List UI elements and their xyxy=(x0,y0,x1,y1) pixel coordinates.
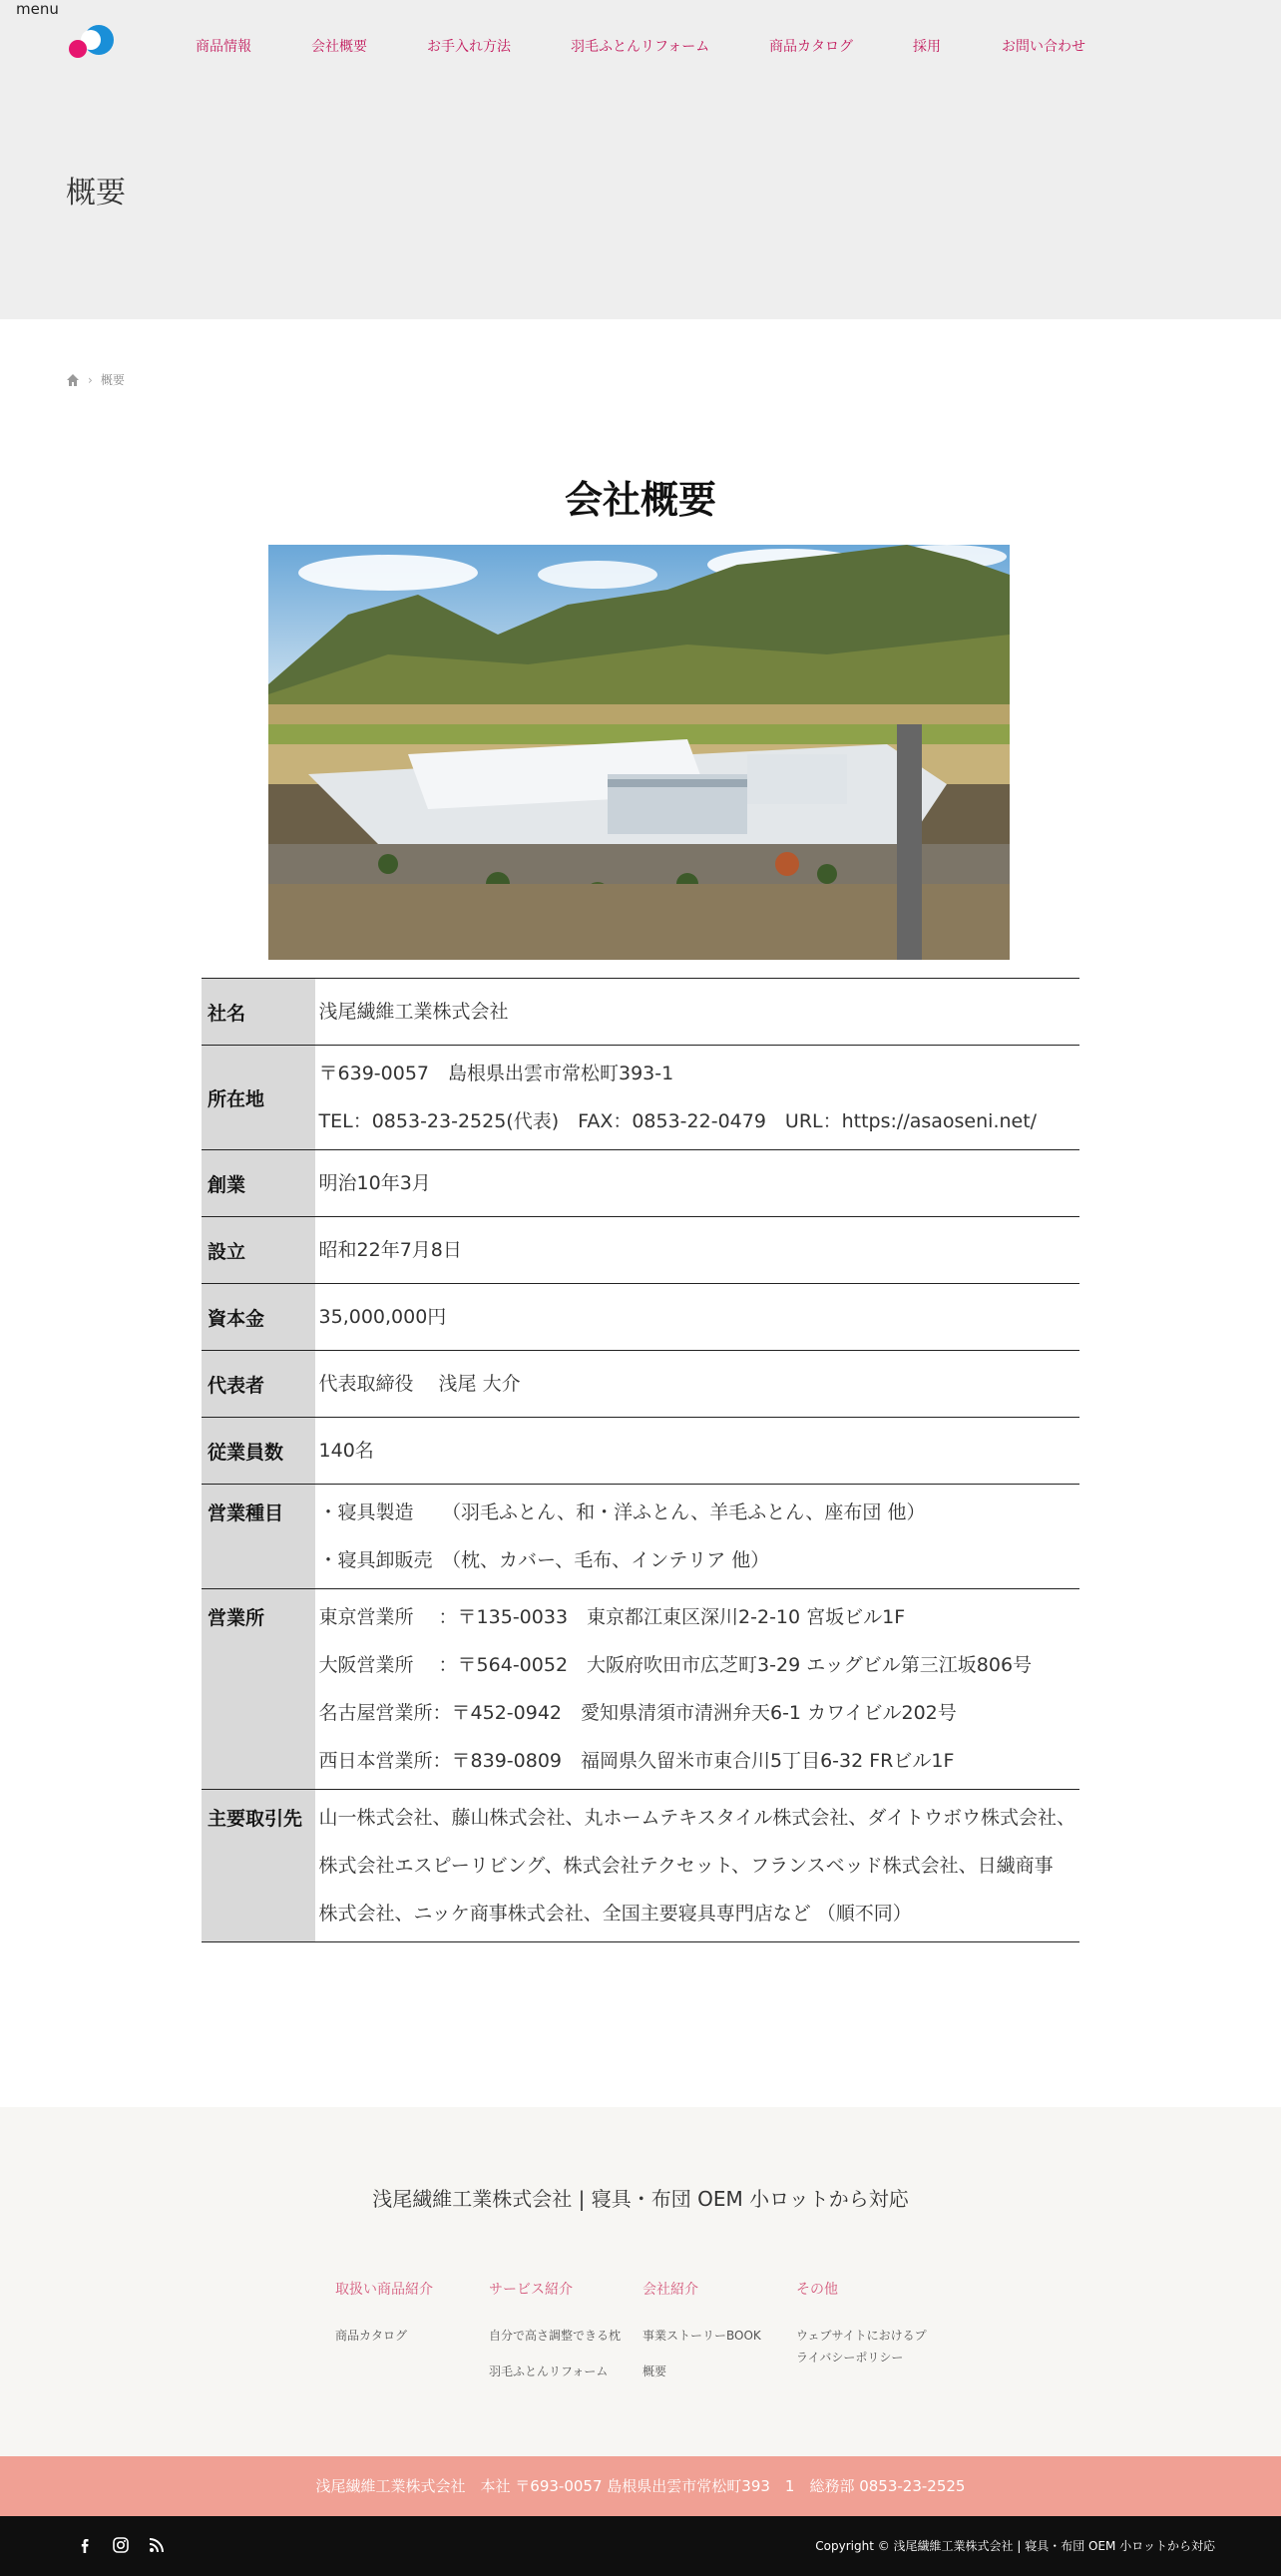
table-row xyxy=(202,1217,1079,1284)
row-label-clients: 主要取引先 xyxy=(202,1790,315,1942)
social-links xyxy=(76,2536,166,2554)
footer-link-overview[interactable]: 概要 xyxy=(642,2364,667,2378)
table-row xyxy=(202,979,1079,1046)
breadcrumb xyxy=(66,371,125,388)
footer-link-reform[interactable]: 羽毛ふとんリフォーム xyxy=(489,2364,609,2378)
table-row xyxy=(202,1589,1079,1790)
table-row xyxy=(202,1790,1079,1942)
row-value-offices: 東京営業所 ：〒135-0033 東京都江東区深川2-2-10 宮坂ビル1F 大阪営業所 ：〒564-0052 大阪府吹田市広芝町3-29 エッグビル第三江坂806号 名古屋営業所：〒452-0942 愛知県清須市清洲弁天6-1 カワイビル202号 西日本営業所：〒839-0809 福岡県久留米市東合川5丁目6-32 FRビル1F xyxy=(315,1589,1079,1790)
table-row xyxy=(202,1485,1079,1589)
nav-item-care[interactable]: お手入れ方法 xyxy=(427,39,511,55)
row-label-employees: 従業員数 xyxy=(202,1418,315,1485)
footer-column-services xyxy=(489,2279,629,2396)
table-row xyxy=(202,1284,1079,1351)
row-value-representative: 代表取締役 浅尾 大介 xyxy=(315,1351,1079,1418)
factory-photo xyxy=(268,545,1010,960)
footer-heading: 会社紹介 xyxy=(642,2282,698,2298)
footer-heading: その他 xyxy=(796,2282,838,2298)
footer-column-products xyxy=(335,2279,475,2361)
row-label-capital: 資本金 xyxy=(202,1284,315,1351)
breadcrumb-current: 概要 xyxy=(100,373,125,387)
row-label-offices: 営業所 xyxy=(202,1589,315,1790)
page-title: 概要 xyxy=(66,176,126,211)
copyright-text: Copyright © 浅尾繊維工業株式会社 | 寝具・布団 OEM 小ロットから対応 xyxy=(815,2539,1215,2553)
row-label-business: 営業種目 xyxy=(202,1485,315,1589)
row-label-representative: 代表者 xyxy=(202,1351,315,1418)
footer-title: 浅尾繊維工業株式会社 | 寝具・布団 OEM 小ロットから対応 xyxy=(372,2187,909,2211)
main-nav xyxy=(0,36,1281,56)
footer-link-pillow[interactable]: 自分で高さ調整できる枕 xyxy=(489,2329,622,2343)
footer-link-catalog[interactable]: 商品カタログ xyxy=(335,2329,408,2343)
instagram-icon[interactable] xyxy=(112,2536,130,2554)
table-row xyxy=(202,1351,1079,1418)
row-value-address: 〒639-0057 島根県出雲市常松町393-1 TEL：0853-23-2525(代表) FAX：0853-22-0479 URL：https://asaoseni.net/ xyxy=(315,1046,1079,1150)
row-value-company-name: 浅尾繊維工業株式会社 xyxy=(315,979,1079,1046)
row-value-employees: 140名 xyxy=(315,1418,1079,1485)
company-address: 浅尾繊維工業株式会社 本社 〒693-0057 島根県出雲市常松町393 1 総務部 0853-23-2525 xyxy=(315,2477,966,2495)
menu-button[interactable]: menu xyxy=(16,0,59,18)
row-value-founded: 明治10年3月 xyxy=(315,1150,1079,1217)
table-row xyxy=(202,1046,1079,1150)
footer-link-story-book[interactable]: 事業ストーリーBOOK xyxy=(642,2329,761,2343)
table-row xyxy=(202,1150,1079,1217)
row-label-established: 設立 xyxy=(202,1217,315,1284)
nav-item-reform[interactable]: 羽毛ふとんリフォーム xyxy=(571,39,710,55)
row-label-founded: 創業 xyxy=(202,1150,315,1217)
footer-heading: サービス紹介 xyxy=(489,2282,573,2298)
page-header-band xyxy=(0,80,1281,319)
row-value-established: 昭和22年7月8日 xyxy=(315,1217,1079,1284)
table-row xyxy=(202,1418,1079,1485)
nav-item-recruit[interactable]: 採用 xyxy=(913,39,941,55)
address-bar xyxy=(0,2456,1281,2516)
footer-column-company xyxy=(642,2279,782,2396)
home-icon[interactable] xyxy=(66,373,80,387)
nav-item-company[interactable]: 会社概要 xyxy=(311,39,367,55)
rss-icon[interactable] xyxy=(148,2536,166,2554)
footer-column-other xyxy=(796,2279,936,2382)
row-label-company-name: 社名 xyxy=(202,979,315,1046)
row-value-clients: 山一株式会社、藤山株式会社、丸ホームテキスタイル株式会社、ダイトウボウ株式会社、 株式会社エスピーリビング、株式会社テクセット、フランスベッド株式会社、日繊商事 株式会社、ニッケ商事株式会社、全国主要寝具専門店など （順不同） xyxy=(315,1790,1079,1942)
row-value-capital: 35,000,000円 xyxy=(315,1284,1079,1351)
copyright-bar xyxy=(0,2516,1281,2576)
site-header xyxy=(0,0,1281,80)
row-value-business: ・寝具製造 （羽毛ふとん、和・洋ふとん、羊毛ふとん、座布団 他） ・寝具卸販売 （枕、カバー、毛布、インテリア 他） xyxy=(315,1485,1079,1589)
chevron-right-icon: › xyxy=(88,372,93,387)
section-title: 会社概要 xyxy=(564,478,716,522)
nav-item-products[interactable]: 商品情報 xyxy=(196,39,251,55)
site-footer xyxy=(0,2107,1281,2456)
footer-heading: 取扱い商品紹介 xyxy=(335,2282,433,2298)
facebook-icon[interactable] xyxy=(76,2536,94,2554)
footer-link-privacy[interactable]: ウェブサイトにおけるプライバシーポリシー xyxy=(796,2329,927,2364)
company-info-table xyxy=(202,978,1079,1942)
nav-item-contact[interactable]: お問い合わせ xyxy=(1002,39,1085,55)
nav-item-catalog[interactable]: 商品カタログ xyxy=(769,39,853,55)
row-label-address: 所在地 xyxy=(202,1046,315,1150)
